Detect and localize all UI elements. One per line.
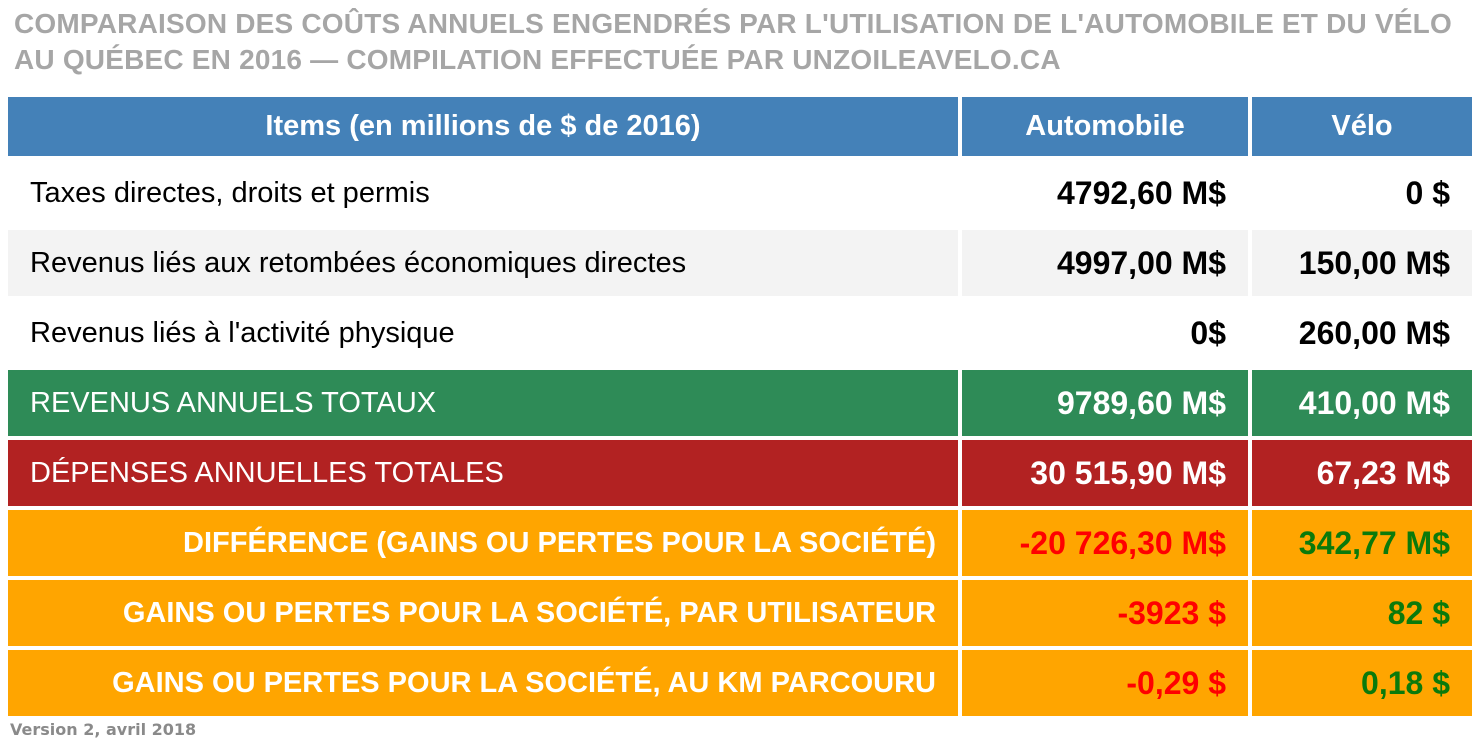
- velo-per-user-value: 82 $: [1252, 580, 1472, 646]
- automobile-per-km-value: -0,29 $: [962, 650, 1248, 716]
- row-label-difference: DIFFÉRENCE (GAINS OU PERTES POUR LA SOCIÉTÉ): [8, 510, 958, 576]
- row-label-total-expenses: DÉPENSES ANNUELLES TOTALES: [8, 440, 958, 506]
- automobile-physical-activity-value: 0$: [962, 300, 1248, 366]
- automobile-economic-revenue-value: 4997,00 M$: [962, 230, 1248, 296]
- row-label-total-revenue: REVENUS ANNUELS TOTAUX: [8, 370, 958, 436]
- automobile-total-revenue-value: 9789,60 M$: [962, 370, 1248, 436]
- velo-taxes-value: 0 $: [1252, 160, 1472, 226]
- automobile-per-user-value: -3923 $: [962, 580, 1248, 646]
- automobile-taxes-value: 4792,60 M$: [962, 160, 1248, 226]
- row-label-economic-revenue: Revenus liés aux retombées économiques directes: [8, 230, 958, 296]
- velo-total-expenses-value: 67,23 M$: [1252, 440, 1472, 506]
- page-title: COMPARAISON DES COÛTS ANNUELS ENGENDRÉS PAR L'UTILISATION DE L'AUTOMOBILE ET DU VÉLO AU QUÉBEC EN 2016 — COMPILATION EFFECTUÉE PAR UNZOILEAVELO.CA: [14, 8, 1452, 75]
- column-header-items: Items (en millions de $ de 2016): [8, 97, 958, 156]
- row-label-per-user: GAINS OU PERTES POUR LA SOCIÉTÉ, PAR UTILISATEUR: [8, 580, 958, 646]
- row-label-physical-activity: Revenus liés à l'activité physique: [8, 300, 958, 366]
- automobile-total-expenses-value: 30 515,90 M$: [962, 440, 1248, 506]
- velo-difference-value: 342,77 M$: [1252, 510, 1472, 576]
- column-header-velo: Vélo: [1252, 97, 1472, 156]
- velo-total-revenue-value: 410,00 M$: [1252, 370, 1472, 436]
- column-header-automobile: Automobile: [962, 97, 1248, 156]
- row-label-taxes: Taxes directes, droits et permis: [8, 160, 958, 226]
- cost-comparison-table: [8, 97, 1470, 716]
- row-label-per-km: GAINS OU PERTES POUR LA SOCIÉTÉ, AU KM PARCOURU: [8, 650, 958, 716]
- automobile-difference-value: -20 726,30 M$: [962, 510, 1248, 576]
- velo-physical-activity-value: 260,00 M$: [1252, 300, 1472, 366]
- velo-per-km-value: 0,18 $: [1252, 650, 1472, 716]
- velo-economic-revenue-value: 150,00 M$: [1252, 230, 1472, 296]
- version-note: Version 2, avril 2018: [10, 720, 197, 739]
